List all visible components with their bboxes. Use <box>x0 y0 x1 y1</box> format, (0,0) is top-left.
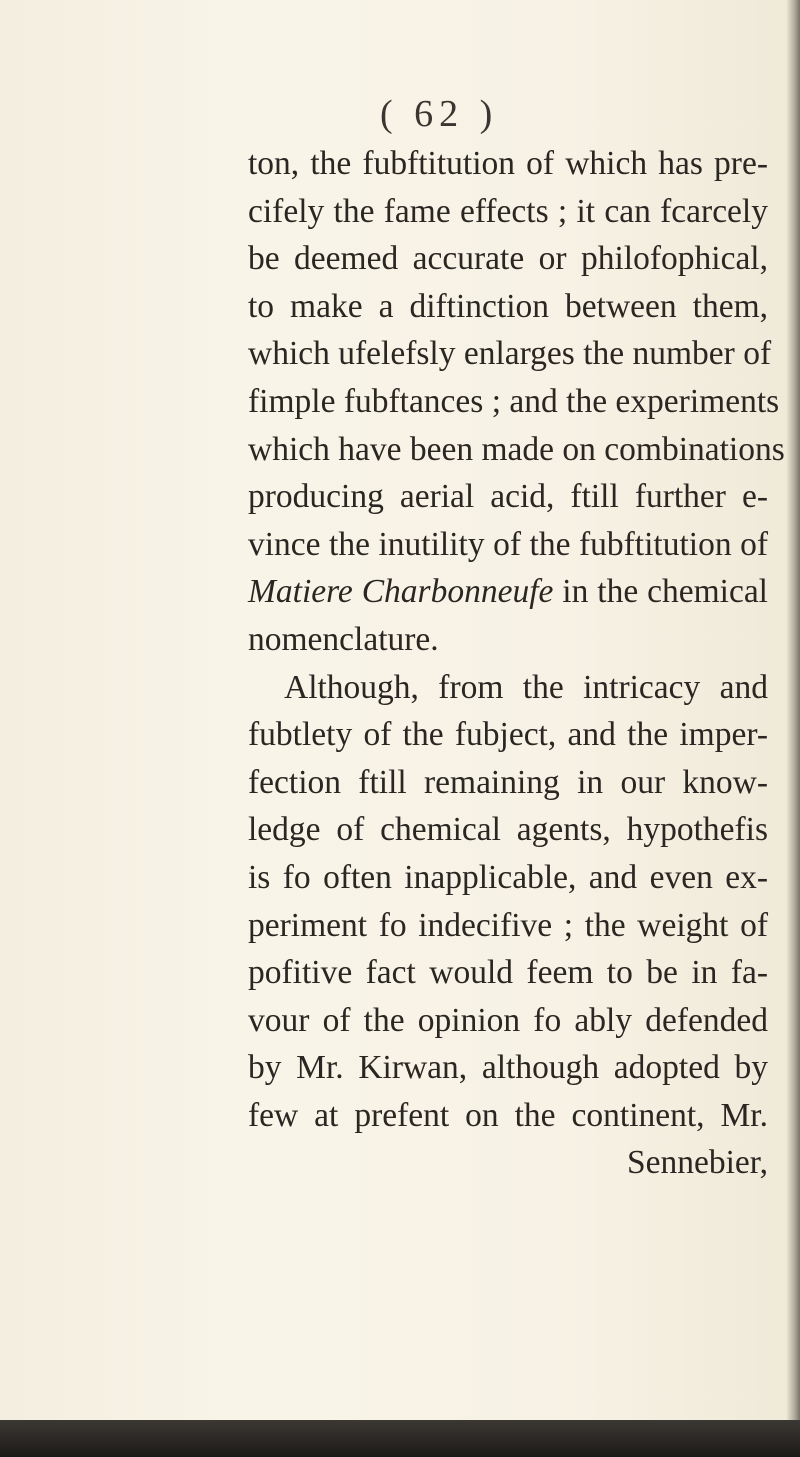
text-line: periment fo indecifive ; the weight of <box>248 906 768 944</box>
text-line: nomenclature. <box>248 620 439 658</box>
text-line: by Mr. Kirwan, although adopted by <box>248 1049 768 1087</box>
text-line: vince the inutility of the fubftitution of <box>248 525 768 563</box>
text-line: to make a diftinction between them, <box>248 287 768 325</box>
text-line: producing aerial acid, ftill further e- <box>248 478 768 516</box>
text-line: fection ftill remaining in our know- <box>248 763 768 801</box>
text-line: vour of the opinion fo ably defended <box>248 1001 768 1039</box>
text-line: fubtlety of the fubject, and the imper- <box>248 716 768 754</box>
text-line: is fo often inapplicable, and even ex- <box>248 858 768 896</box>
paragraph-start-line: Although, from the intricacy and <box>284 668 768 706</box>
text-line-italic <box>248 568 768 616</box>
text-line: pofitive fact would feem to be in fa- <box>248 954 768 992</box>
page-edge-shadow <box>786 0 800 1420</box>
text-line: which have been made on combinations <box>248 430 785 468</box>
text-line: fimple fubftances ; and the experiments <box>248 382 780 420</box>
text-line: be deemed accurate or philofophical, <box>248 240 768 278</box>
text-line: which ufelefsly enlarges the number of <box>248 335 772 373</box>
scan-bottom-border <box>0 1420 800 1457</box>
page-number: ( 62 ) <box>380 93 499 135</box>
text-line: ledge of chemical agents, hypothefis <box>248 811 768 849</box>
body-text <box>248 140 785 1187</box>
text-fragment: in the chemical <box>562 573 768 611</box>
text-line: few at prefent on the continent, Mr. <box>248 1096 768 1134</box>
text-line: cifely the fame effects ; it can fcarcely <box>248 192 768 230</box>
text-line: ton, the fubftitution of which has pre- <box>248 145 768 182</box>
catchword: Sennebier, <box>627 1144 768 1182</box>
italic-term: Matiere Charbonneufe <box>248 573 554 611</box>
